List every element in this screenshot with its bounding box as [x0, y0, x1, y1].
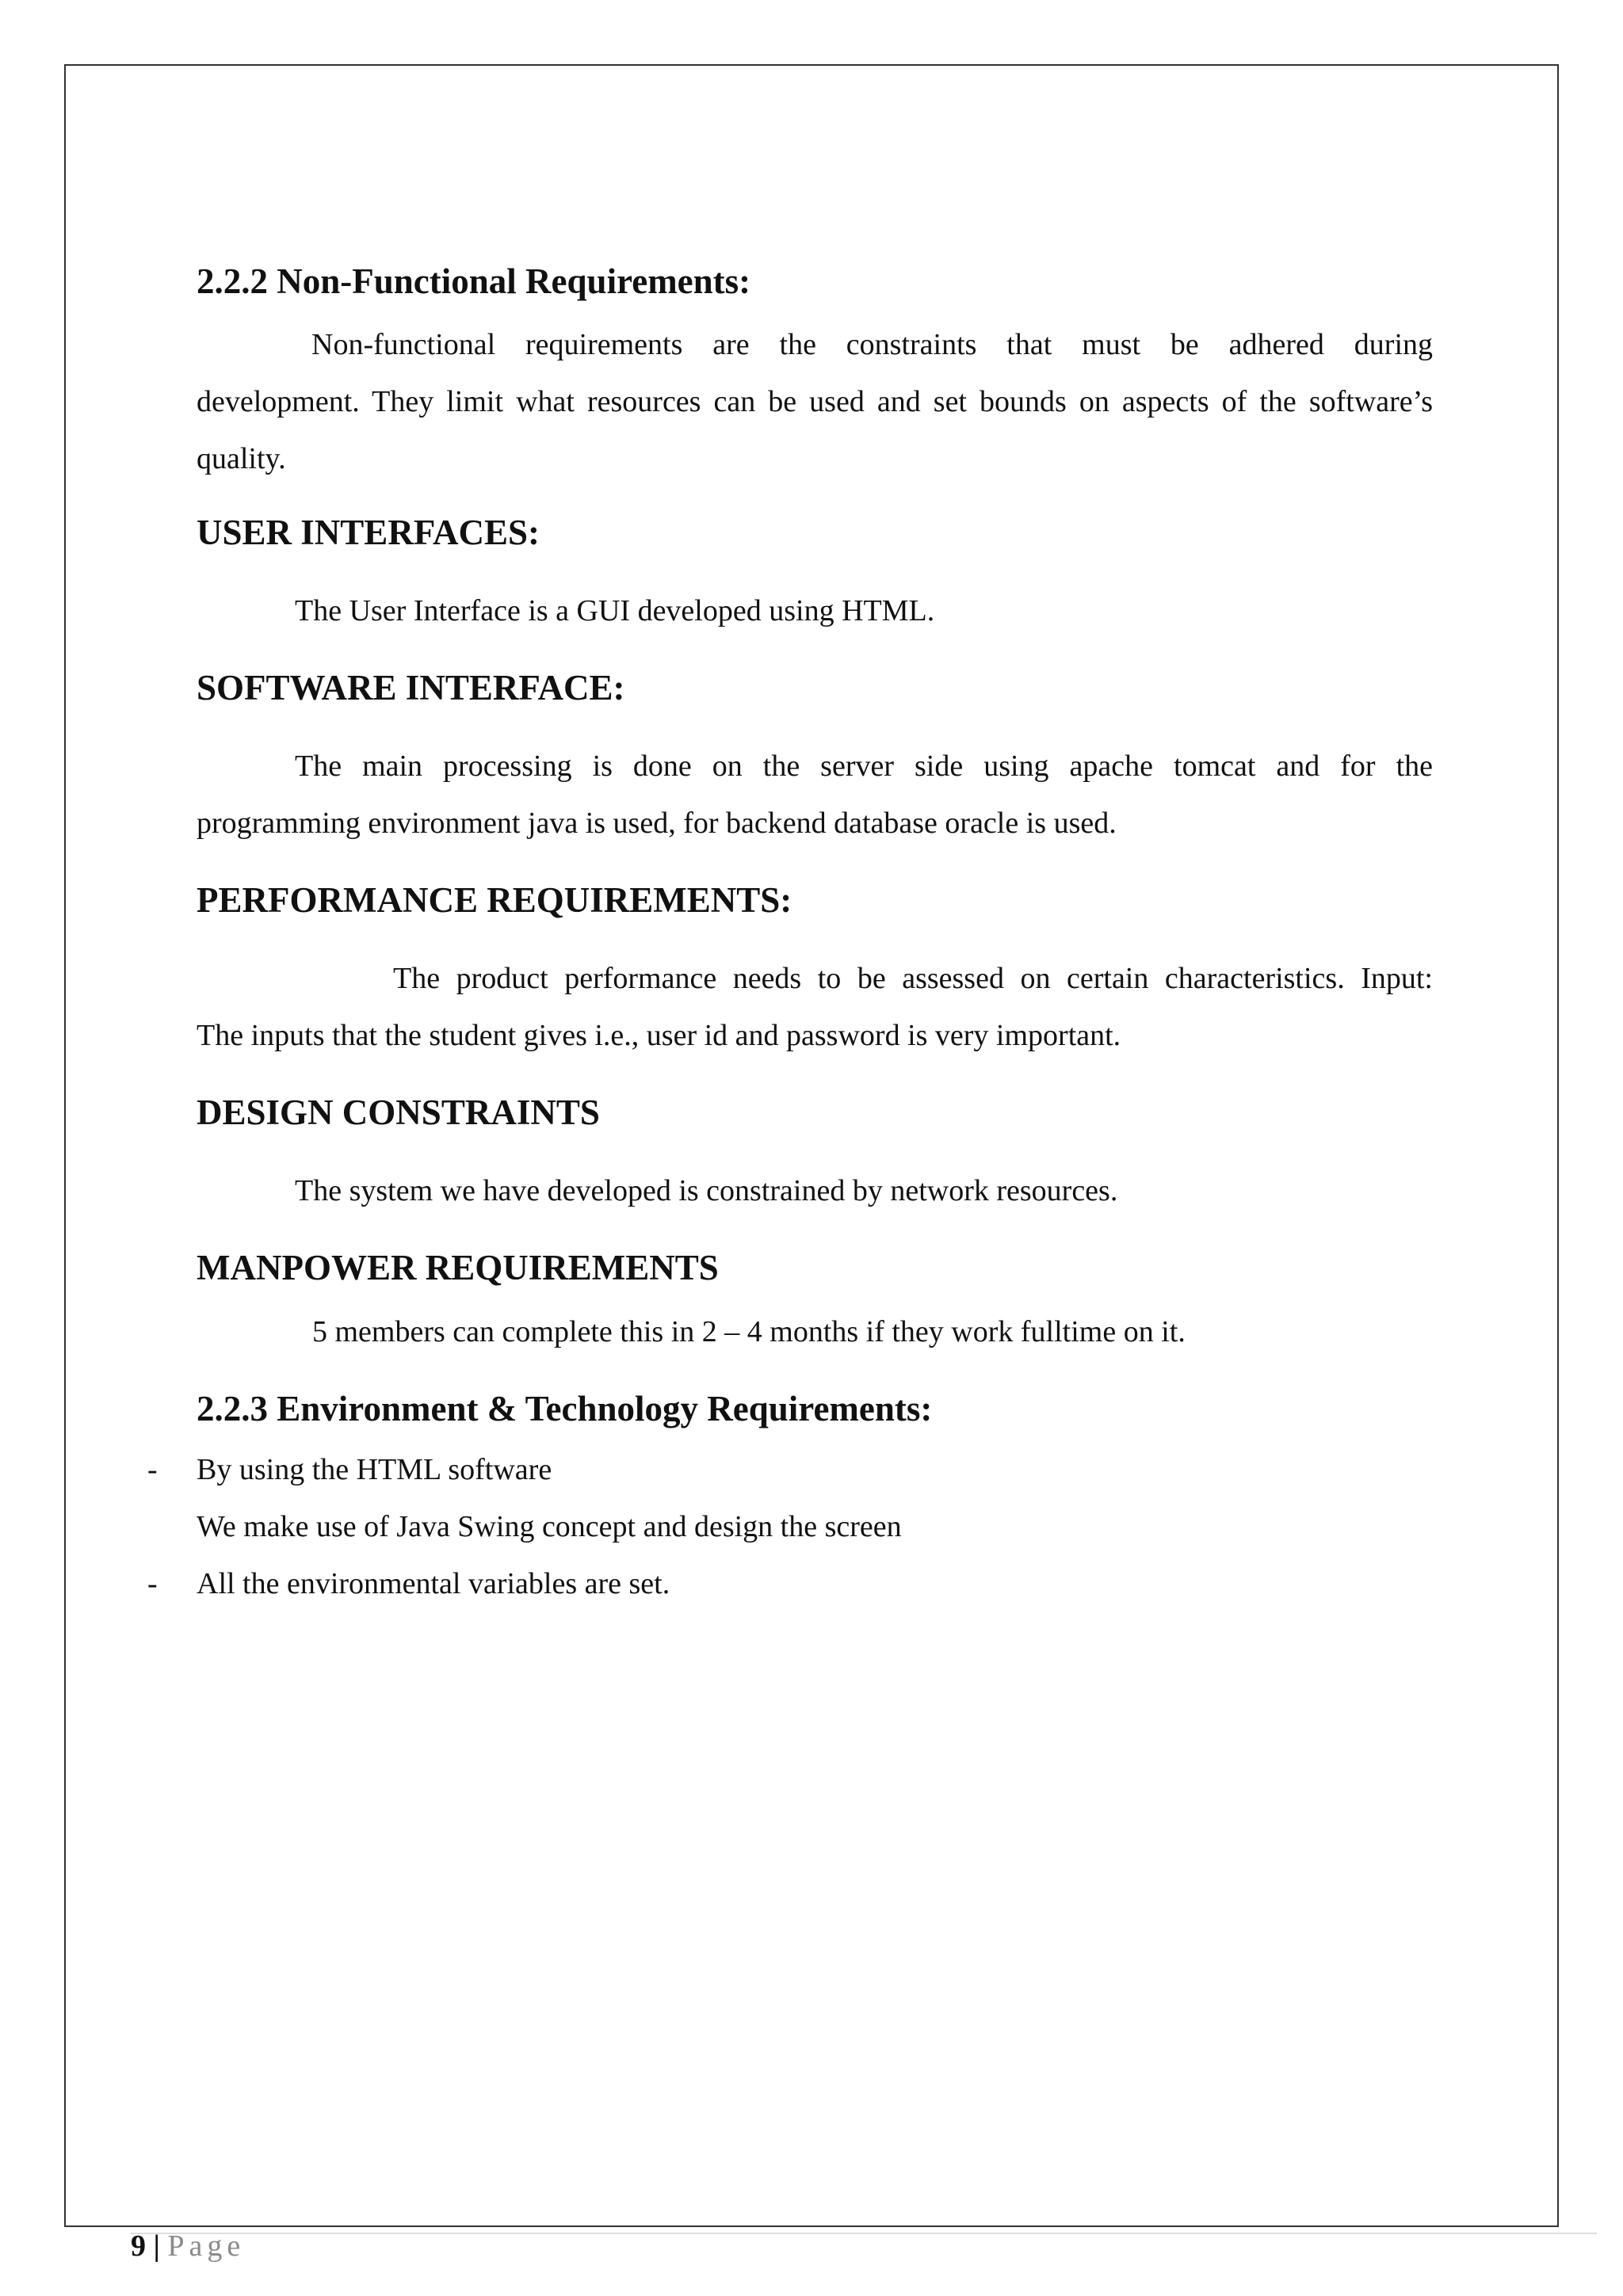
nonfunctional-line-2: development. They limit what resources can be used and set bounds on aspects of the software’s: [197, 385, 1433, 418]
nonfunctional-line-1: Non-functional requirements are the constraints that must be adhered during: [311, 328, 1433, 361]
environment-bullet-3: All the environmental variables are set.: [197, 1567, 670, 1600]
environment-bullet-1: By using the HTML software: [197, 1453, 552, 1486]
nonfunctional-line-3: quality.: [197, 442, 286, 475]
user-interfaces-body: The User Interface is a GUI developed using HTML.: [295, 594, 935, 627]
footer-rule: [131, 2233, 1597, 2234]
section-heading-nonfunctional: 2.2.2 Non-Functional Requirements:: [197, 261, 751, 301]
section-heading-environment: 2.2.3 Environment & Technology Requirements:: [197, 1389, 933, 1428]
software-interface-line-1: The main processing is done on the server side using apache tomcat and for the: [295, 749, 1433, 783]
section-heading-manpower: MANPOWER REQUIREMENTS: [197, 1248, 719, 1287]
design-constraints-body: The system we have developed is constrained by network resources.: [295, 1174, 1118, 1207]
footer-separator: |: [153, 2229, 160, 2263]
environment-bullet-2: We make use of Java Swing concept and design the screen: [197, 1510, 902, 1543]
bullet-dash-3: -: [147, 1567, 158, 1600]
section-heading-design-constraints: DESIGN CONSTRAINTS: [197, 1093, 600, 1132]
section-heading-performance: PERFORMANCE REQUIREMENTS:: [197, 880, 792, 920]
performance-line-1: The product performance needs to be assessed on certain characteristics. Input:: [393, 962, 1433, 995]
section-heading-user-interfaces: USER INTERFACES:: [197, 513, 540, 552]
software-interface-line-2: programming environment java is used, for backend database oracle is used.: [197, 807, 1117, 840]
page-label: Page: [167, 2229, 246, 2263]
section-heading-software-interface: SOFTWARE INTERFACE:: [197, 668, 625, 707]
performance-line-2: The inputs that the student gives i.e., user id and password is very important.: [197, 1019, 1121, 1052]
page-number: 9: [131, 2229, 146, 2263]
page-footer: [131, 2231, 245, 2261]
bullet-dash-1: -: [147, 1453, 158, 1486]
manpower-body: 5 members can complete this in 2 – 4 months if they work fulltime on it.: [312, 1315, 1186, 1348]
